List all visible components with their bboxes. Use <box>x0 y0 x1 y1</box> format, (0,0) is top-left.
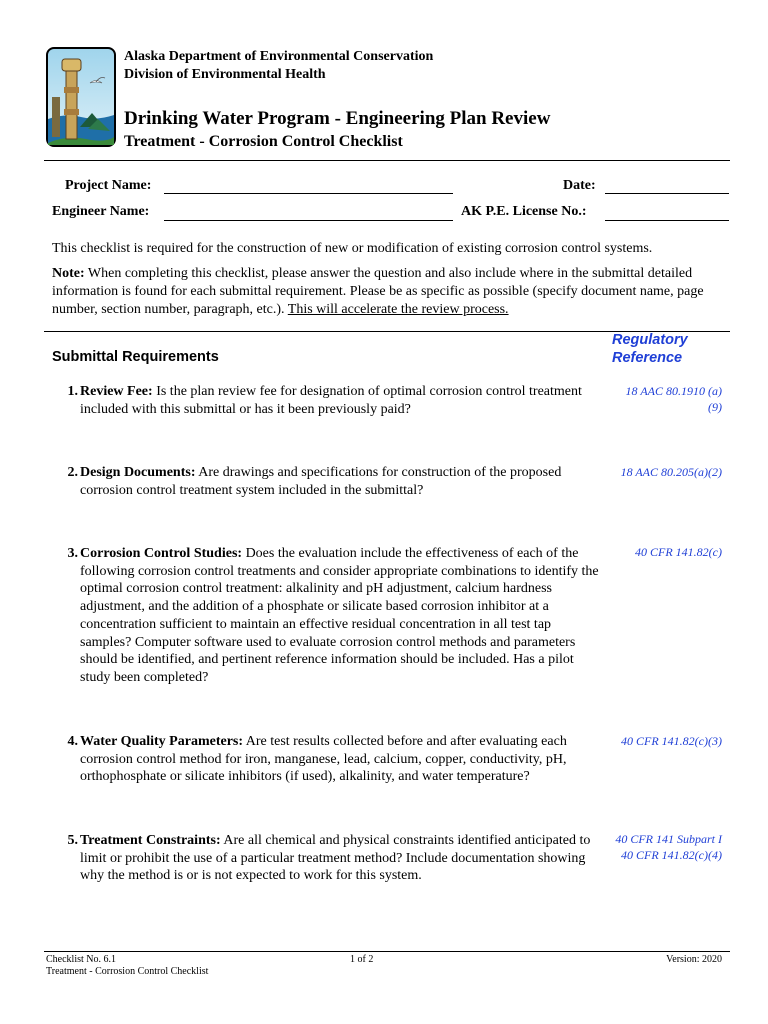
item-number: 5. <box>67 833 78 848</box>
item-number: 3. <box>67 546 78 561</box>
item-number: 2. <box>67 465 78 480</box>
note-emphasis: This will accelerate the review process. <box>287 302 509 317</box>
footer-divider <box>44 951 730 952</box>
note-text: When completing this checklist, please answer the question and also include where in the submittal detailed information is found for each submittal requirement. Please be as specific as possible (specify document name, page number, section number, paragraph, etc.). <box>52 266 704 317</box>
license-field[interactable] <box>605 220 729 221</box>
note-label: Note: <box>52 266 85 281</box>
checklist-item-treatment-constraints <box>56 832 604 885</box>
checklist-item-review-fee <box>56 383 604 418</box>
footer-checklist-name: Treatment - Corrosion Control Checklist <box>46 966 209 977</box>
item-title: Design Documents: <box>80 465 196 480</box>
item-number: 4. <box>67 734 78 749</box>
item-text: Does the evaluation include the effectiveness of each of the following corrosion control treatments and consider appropriate combinations to identify the optimal corrosion control treatment: alkalinity and pH adjustment, calcium hardness adjustment, and the addition of a phosphate or silicate based corrosion inhibitor at a concentration sufficient to maintain an effective residual concentration in all test tap samples? Computer software used to evaluate corrosion control methods and parameters should be identified, and pertinent reference information should be included. Has a pilot study been completed? <box>80 546 599 685</box>
note-paragraph <box>52 265 732 319</box>
item-reference: 40 CFR 141.82(c) <box>635 545 722 559</box>
item-reference: 40 CFR 141.82(c)(3) <box>621 734 722 748</box>
checklist-title: Treatment - Corrosion Control Checklist <box>124 133 403 150</box>
item-reference: 40 CFR 141 Subpart I 40 CFR 141.82(c)(4) <box>615 832 722 862</box>
footer-page-number: 1 of 2 <box>350 954 374 965</box>
division-name: Division of Environmental Health <box>124 67 326 82</box>
header-divider <box>44 160 730 161</box>
item-reference: 18 AAC 80.205(a)(2) <box>620 465 722 479</box>
footer-checklist-no: Checklist No. 6.1 <box>46 954 116 965</box>
item-text: Are drawings and specifications for construction of the proposed corrosion control treatment system included in the submittal? <box>80 465 562 498</box>
agency-name: Alaska Department of Environmental Conservation <box>124 49 434 64</box>
adec-logo <box>46 47 116 147</box>
checklist-item-design-documents <box>56 464 604 499</box>
item-reference: 18 AAC 80.1910 (a) (9) <box>625 384 722 414</box>
engineer-name-label: Engineer Name: <box>52 204 150 219</box>
project-name-label: Project Name: <box>65 178 152 193</box>
item-text: Are test results collected before and after evaluating each corrosion control method for iron, manganese, lead, calcium, copper, conductivity, pH, orthophosphate or silicate inhibitors (if used), alkalinity, and water temperature? <box>80 734 567 785</box>
submittal-requirements-header: Submittal Requirements <box>52 349 219 365</box>
checklist-item-corrosion-control-studies <box>56 545 604 687</box>
item-text: Are all chemical and physical constraints identified anticipated to limit or prohibit the use of a particular treatment method? Include documentation showing why the method is or is not expected to work for this system. <box>80 833 591 884</box>
item-number: 1. <box>67 384 78 399</box>
item-title: Treatment Constraints: <box>80 833 221 848</box>
checklist-item-water-quality-parameters <box>56 733 604 786</box>
intro-text: This checklist is required for the construction of new or modification of existing corrosion control systems. <box>52 241 653 256</box>
item-title: Water Quality Parameters: <box>80 734 244 749</box>
program-title: Drinking Water Program - Engineering Plan Review <box>124 108 551 129</box>
item-text: Is the plan review fee for designation of optimal corrosion control treatment included with this submittal or has it been previously paid? <box>80 384 582 417</box>
regulatory-reference-header: Regulatory Reference <box>612 332 688 366</box>
date-field[interactable] <box>605 193 729 194</box>
item-title: Review Fee: <box>80 384 153 399</box>
license-label: AK P.E. License No.: <box>461 204 587 219</box>
footer-version: Version: 2020 <box>666 954 722 965</box>
item-title: Corrosion Control Studies: <box>80 546 243 561</box>
engineer-name-field[interactable] <box>164 220 453 221</box>
project-name-field[interactable] <box>164 193 453 194</box>
date-label: Date: <box>563 178 596 193</box>
